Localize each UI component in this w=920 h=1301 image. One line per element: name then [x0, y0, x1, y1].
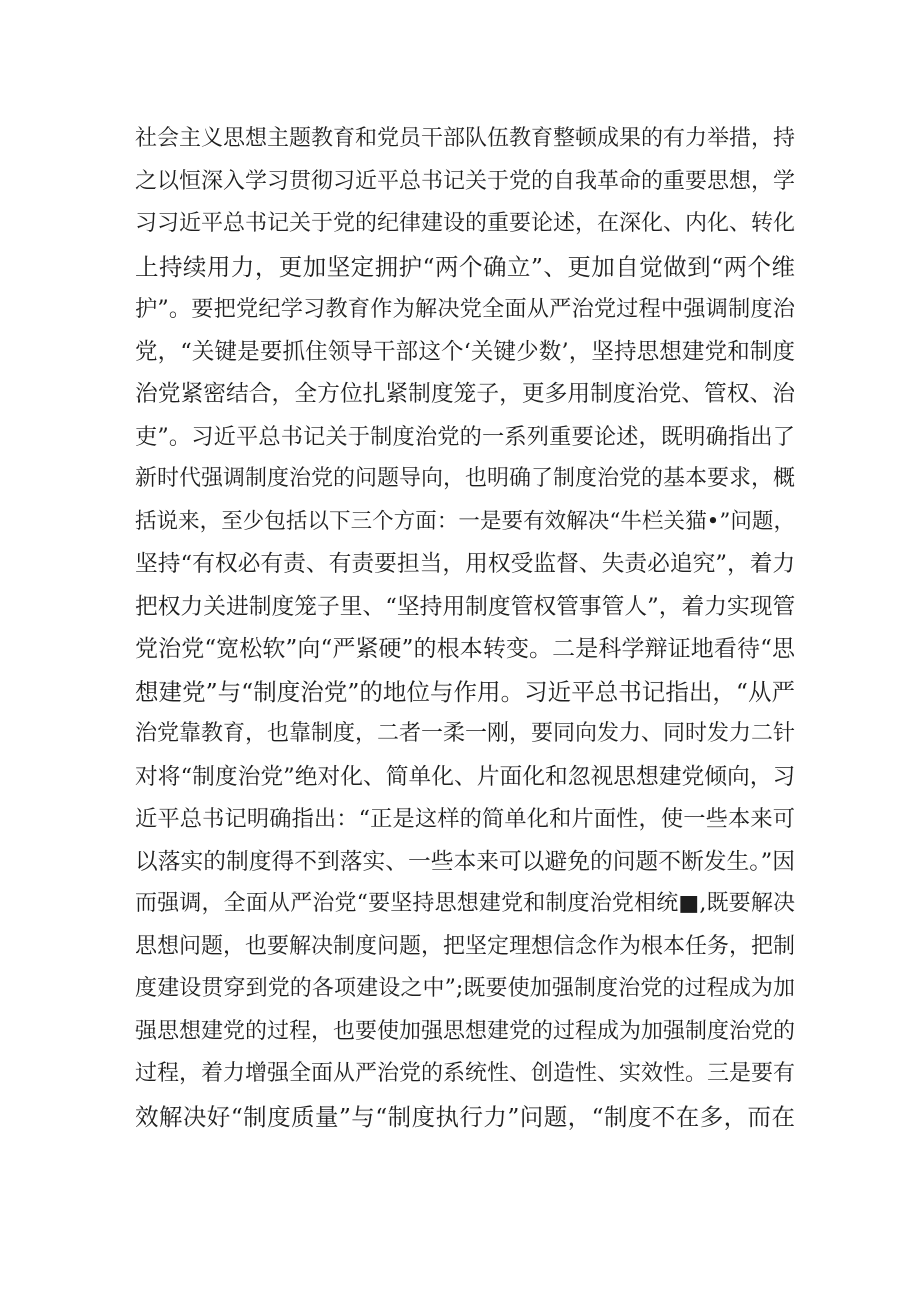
text-line: 对将“制度治党”绝对化、简单化、片面化和忽视思想建党倾向，习 [135, 763, 796, 790]
text-line: 上持续用力，更加坚定拥护“两个确立”、更加自觉做到“两个维 [135, 252, 795, 281]
body-text [135, 118, 795, 1138]
text-line: 治党紧密结合，全方位扎紧制度笼子，更多用制度治党、管权、治 [135, 381, 795, 407]
text-line: 党治党“宽松软”向“严紧硬”的根本转变。二是科学辩证地看待“思 [135, 636, 795, 662]
text-line: 度建设贯穿到党的各项建设之中”;既要使加强制度治党的过程成为加 [135, 976, 795, 1001]
text-line: 吏”。习近平总书记关于制度治党的一系列重要论述，既明确指出了 [135, 423, 795, 450]
text-line: 新时代强调制度治党的问题导向，也明确了制度治党的基本要求，概 [135, 466, 796, 491]
text-line: 括说来，至少包括以下三个方面：一是要有效解决“牛栏关猫•”问题， [135, 508, 795, 534]
text-line: 社会主义思想主题教育和党员干部队伍教育整顿成果的有力举措，持 [135, 126, 796, 151]
text-line: 想建党”与“制度治党”的地位与作用。习近平总书记指出，“从严 [135, 677, 795, 706]
text-line: 坚持“有权必有责、有责要担当，用权受监督、失责必追究”，着力 [135, 551, 796, 577]
text-line: 护”。要把党纪学习教育作为解决党全面从严治党过程中强调制度治 [135, 296, 795, 322]
text-line: 把权力关进制度笼子里、“坚持用制度管权管事管人”，着力实现管 [135, 593, 796, 620]
text-line: 过程，着力增强全面从严治党的系统性、创造性、实效性。三是要有 [135, 1061, 796, 1086]
text-line: 而强调，全面从严治党“要坚持思想建党和制度治党相统■,既要解决 [135, 891, 795, 916]
text-line: 近平总书记明确指出：“正是这样的简单化和片面性，使一些本来可 [135, 806, 795, 832]
text-line: 强思想建党的过程，也要使加强思想建党的过程成为加强制度治党的 [135, 1018, 796, 1044]
text-line: 以落实的制度得不到落实、一些本来可以避免的问题不断发生。”因 [135, 848, 796, 875]
text-line: 习习近平总书记关于党的纪律建设的重要论述，在深化、内化、转化 [135, 211, 796, 236]
text-line: 治党靠教育，也靠制度，二者一柔一刚，要同向发力、同时发力二针 [135, 721, 796, 746]
text-line: 思想问题，也要解决制度问题，把坚定理想信念作为根本任务，把制 [135, 933, 796, 959]
text-line: 效解决好“制度质量”与“制度执行力”问题，“制度不在多，而在 [135, 1102, 795, 1131]
text-line: 之以恒深入学习贯彻习近平总书记关于党的自我革命的重要思想，学 [135, 168, 796, 194]
text-line: 党，“关键是要抓住领导干部这个‘关键少数’，坚持思想建党和制度 [135, 338, 795, 365]
